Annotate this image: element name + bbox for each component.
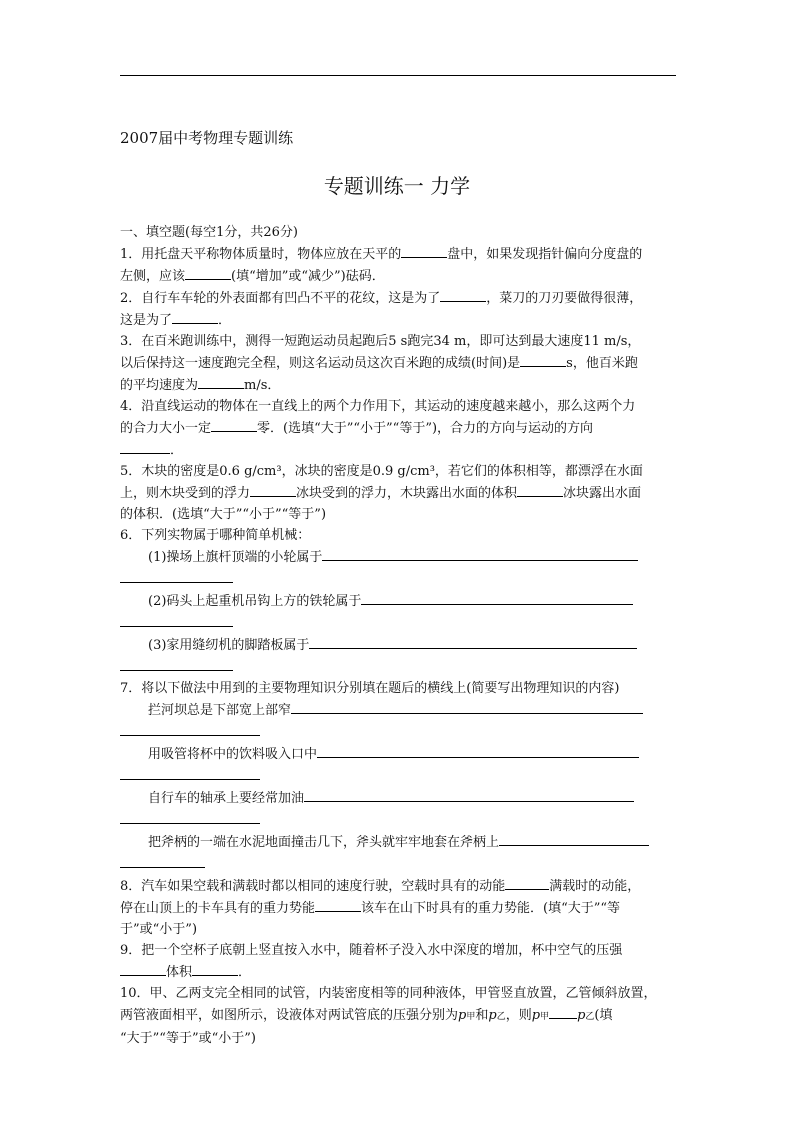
answer-blank[interactable] bbox=[520, 352, 566, 367]
document-title: 2007届中考物理专题训练 bbox=[120, 129, 294, 147]
section-header: 一、填空题(每空1分，共26分) bbox=[120, 225, 298, 240]
answer-blank[interactable] bbox=[120, 612, 233, 627]
answer-blank[interactable] bbox=[120, 568, 233, 583]
question-9: 9．把一个空杯子底朝上竖直按入水中，随着杯子没入水中深度的增加，杯中空气的压强 体积 ． bbox=[120, 943, 623, 980]
question-10: 10．甲、乙两支完全相同的试管，内装密度相等的同种液体，甲管竖直放置，乙管倾斜放置， 两管液面相平，如图所示，设液体对两试管底的压强分别为p甲和p乙，则p甲 p乙(填 “大于”“等于”或“小于”) bbox=[120, 986, 657, 1046]
question-7: 7．将以下做法中用到的主要物理知识分别填在题后的横线上(简要写出物理知识的内容) 拦河坝总是下部宽上部窄 用吸管将杯中的饮料吸入口中 自行车的轴承上要经常加油 把斧柄的一端在水泥地面撞击几下，斧头就牢牢地套在斧柄上 bbox=[120, 678, 676, 875]
answer-blank[interactable] bbox=[250, 482, 296, 497]
question-1: 1．用托盘天平称物体质量时，物体应放在天平的 盘中，如果发现指针偏向分度盘的 左侧，应该 (填“增加”或“减少”)砝码． bbox=[120, 243, 676, 287]
question-8: 8．汽车如果空载和满载时都以相同的速度行驶，空载时具有的动能 满载时的动能， 停在山顶上的卡车具有的重力势能 该车在山下时具有的重力势能．(填“大于”“等 于”或“小于”) bbox=[120, 875, 676, 940]
answer-blank[interactable] bbox=[120, 765, 260, 780]
answer-blank[interactable] bbox=[185, 265, 231, 280]
answer-blank[interactable] bbox=[322, 546, 638, 561]
question-4: 4．沿直线运动的物体在一直线上的两个力作用下，其运动的速度越来越小，那么这两个力 的合力大小一定 零．(选填“大于”“小于”“等于”)，合力的方向与运动的方向 ． bbox=[120, 399, 636, 458]
header-rule bbox=[120, 75, 676, 76]
answer-blank[interactable] bbox=[361, 590, 633, 605]
question-content bbox=[120, 222, 676, 1049]
answer-blank[interactable] bbox=[120, 809, 260, 824]
answer-blank[interactable] bbox=[315, 897, 361, 912]
answer-blank[interactable] bbox=[499, 831, 649, 846]
answer-blank[interactable] bbox=[401, 243, 447, 258]
answer-blank[interactable] bbox=[517, 482, 563, 497]
answer-blank[interactable] bbox=[120, 961, 166, 976]
main-title: 专题训练一 力学 bbox=[323, 174, 471, 198]
answer-blank[interactable] bbox=[304, 787, 634, 802]
question-2: 2．自行车车轮的外表面都有凹凸不平的花纹，这是为了 ，菜刀的刀刃要做得很薄， 这是为了 ． bbox=[120, 287, 676, 331]
answer-blank[interactable] bbox=[505, 875, 549, 890]
answer-blank[interactable] bbox=[192, 961, 238, 976]
answer-blank[interactable] bbox=[291, 699, 643, 714]
answer-blank[interactable] bbox=[120, 853, 205, 868]
answer-blank[interactable] bbox=[120, 721, 260, 736]
answer-blank[interactable] bbox=[120, 439, 170, 454]
question-6: 6．下列实物属于哪种简单机械： (1)操场上旗杆顶端的小轮属于 (2)码头上起重机吊钩上方的铁轮属于 (3)家用缝纫机的脚踏板属于 bbox=[120, 525, 676, 678]
answer-blank[interactable] bbox=[549, 1004, 577, 1019]
answer-blank[interactable] bbox=[317, 743, 639, 758]
answer-blank[interactable] bbox=[309, 634, 637, 649]
answer-blank[interactable] bbox=[172, 309, 218, 324]
answer-blank[interactable] bbox=[211, 417, 257, 432]
answer-blank[interactable] bbox=[120, 656, 233, 671]
answer-blank[interactable] bbox=[198, 374, 244, 389]
question-5: 5．木块的密度是0.6 g/cm³，冰块的密度是0.9 g/cm³，若它们的体积相等，都漂浮在水面 上，则木块受到的浮力 冰块受到的浮力，木块露出水面的体积 冰块露出水面 的体积．(选填“大于”“小于”“等于”) bbox=[120, 464, 643, 522]
question-3: 3．在百米跑训练中，测得一短跑运动员起跑后5 s跑完34 m，即可达到最大速度11 m/s， 以后保持这一速度跑完全程，则这名运动员这次百米跑的成绩(时间)是 s，他百米跑 的平均速度为 m/s． bbox=[120, 334, 641, 393]
answer-blank[interactable] bbox=[440, 287, 486, 302]
